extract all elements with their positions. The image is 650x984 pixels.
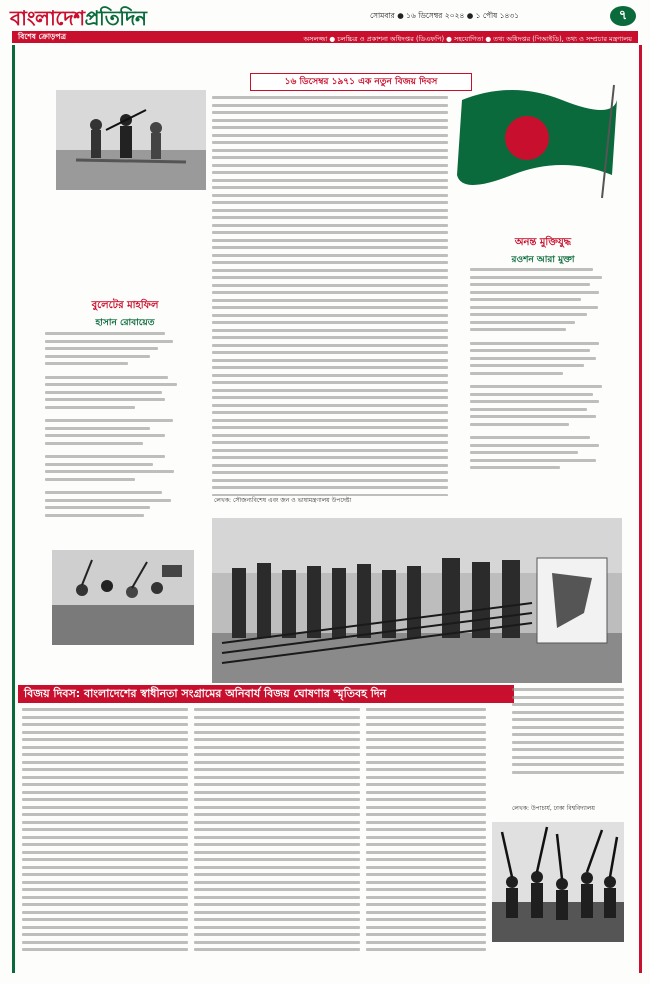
- poem-body-1: [45, 332, 195, 542]
- bottom-article-col-3: [366, 708, 486, 963]
- sponsor-line: অসলজ্জা ● চলচ্চিত্র ও প্রকাশনা অধিদপ্তর (ডিএফপি) ● সহযোগিতা ● তথ্য অধিদপ্তর (পিআইডি), তথ্য ও সম্প্রচার মন্ত্রণালয়: [303, 34, 632, 43]
- poem-author: হাসান রোবায়েত: [95, 318, 155, 328]
- poem-ananta-muktijuddho: [458, 235, 628, 267]
- page-number: ৭: [610, 6, 636, 26]
- section-bar: [12, 31, 638, 43]
- section-label: বিশেষ ক্রোড়পত্র: [18, 32, 66, 41]
- newspaper-logo: বাংলাদেশপ্রতিদিন: [10, 6, 147, 30]
- victory-celebration-photo: [52, 550, 194, 645]
- bottom-article-col-2: [194, 708, 360, 963]
- poem-title: বুলেটের মাহফিল: [91, 300, 159, 311]
- surrender-rifles-photo: [212, 518, 622, 683]
- lead-article-body: [212, 96, 448, 496]
- fighters-raising-rifles-photo: [492, 822, 624, 942]
- poem-title: অনন্ত মুক্তিযুদ্ধ: [514, 237, 572, 248]
- bottom-article-col-1: [22, 708, 188, 963]
- bottom-byline: লেখক: উপাচার্য, ঢাকা বিশ্ববিদ্যালয়: [512, 805, 595, 812]
- lead-headline: ১৬ ডিসেম্বর ১৯৭১ এক নতুন বিজয় দিবস: [250, 73, 472, 91]
- poem-author: রওশন আরা মুক্তা: [511, 255, 575, 265]
- poem-bulleter-mahfil: [40, 298, 210, 330]
- poem-body-2: [470, 268, 620, 538]
- bangladesh-flag-image: [452, 80, 622, 200]
- bottom-article-col-4: [512, 688, 624, 798]
- bottom-article-headline: বিজয় দিবস: বাংলাদেশের স্বাধীনতা সংগ্রামের অনিবার্য বিজয় ঘোষণার স্মৃতিবহ দিন: [18, 685, 514, 703]
- masthead: [10, 4, 640, 30]
- freedom-fighters-photo-top: [56, 90, 206, 190]
- dateline: সোমবার ● ১৬ ডিসেম্বর ২০২৪ ● ১ পৌষ ১৪৩১: [370, 11, 520, 20]
- lead-byline: লেখক: সৌজন্যবিশেষ এবং জন ও ভাষামন্ত্রণালয় উপদেষ্টা: [214, 497, 352, 504]
